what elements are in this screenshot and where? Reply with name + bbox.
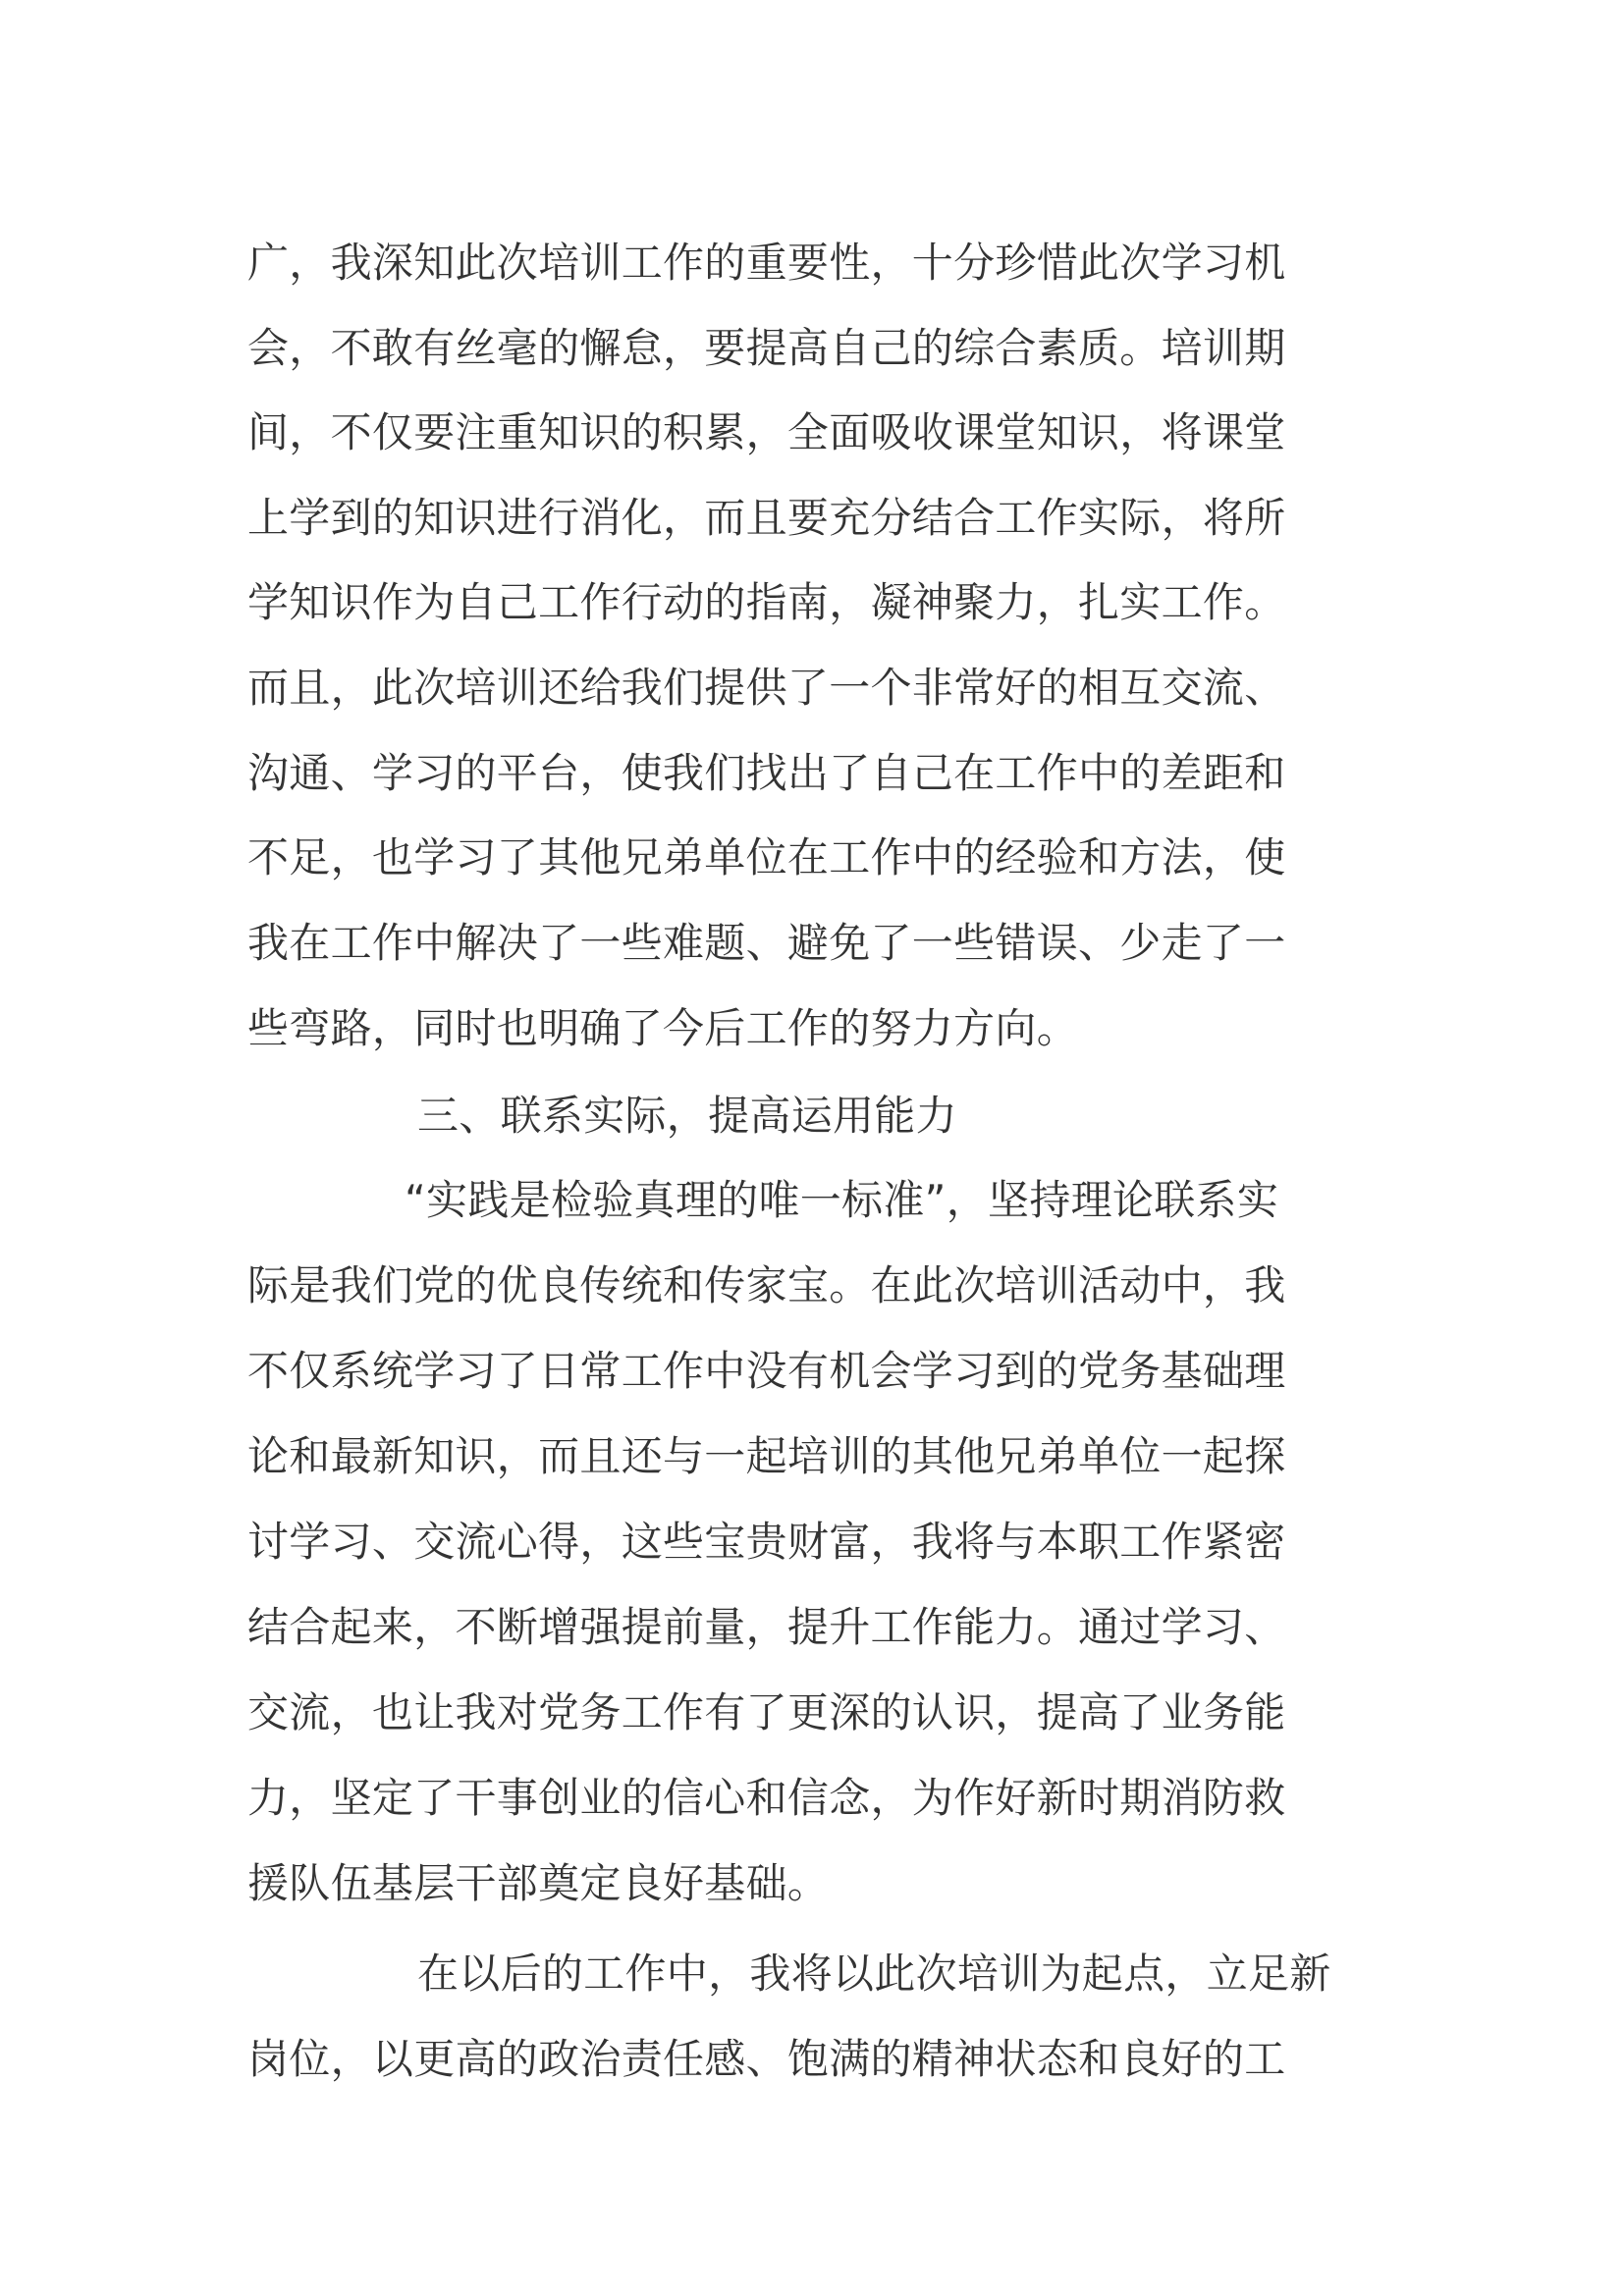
text-line: 在以后的工作中，我将以此次培训为起点，立足新 [417,1949,1331,1998]
text-line: 学知识作为自己工作行动的指南，凝神聚力，扎实工作。 [247,578,1286,626]
section-heading: 三、联系实际，提高运用能力 [417,1092,957,1140]
text-line: 我在工作中解决了一些难题、避免了一些错误、少走了一 [247,919,1286,967]
text-line: 援队伍基层干部奠定良好基础。 [247,1859,830,1907]
text-line: 不足，也学习了其他兄弟单位在工作中的经验和方法，使 [247,833,1286,881]
text-line: 不仅系统学习了日常工作中没有机会学习到的党务基础理 [247,1347,1286,1395]
text-line: 广，我深知此次培训工作的重要性，十分珍惜此次学习机 [247,239,1286,287]
text-line: “实践是检验真理的唯一标准”，坚持理论联系实 [405,1176,1279,1224]
text-line: 讨学习、交流心得，这些宝贵财富，我将与本职工作紧密 [247,1518,1286,1566]
text-line: 论和最新知识，而且还与一起培训的其他兄弟单位一起探 [247,1432,1286,1480]
text-line: 岗位，以更高的政治责任感、饱满的精神状态和良好的工 [247,2035,1286,2083]
text-line: 间，不仅要注重知识的积累，全面吸收课堂知识，将课堂 [247,408,1286,456]
text-line: 而且，此次培训还给我们提供了一个非常好的相互交流、 [247,664,1286,712]
text-line: 沟通、学习的平台，使我们找出了自己在工作中的差距和 [247,749,1286,797]
text-line: 些弯路，同时也明确了今后工作的努力方向。 [247,1004,1079,1052]
text-line: 交流，也让我对党务工作有了更深的认识，提高了业务能 [247,1688,1286,1736]
text-line: 际是我们党的优良传统和传家宝。在此次培训活动中，我 [247,1261,1286,1309]
text-line: 会，不敢有丝毫的懈怠，要提高自己的综合素质。培训期 [247,324,1286,372]
text-line: 力，坚定了干事创业的信心和信念，为作好新时期消防救 [247,1774,1286,1822]
text-line: 结合起来，不断增强提前量，提升工作能力。通过学习、 [247,1603,1286,1651]
text-line: 上学到的知识进行消化，而且要充分结合工作实际，将所 [247,494,1286,542]
